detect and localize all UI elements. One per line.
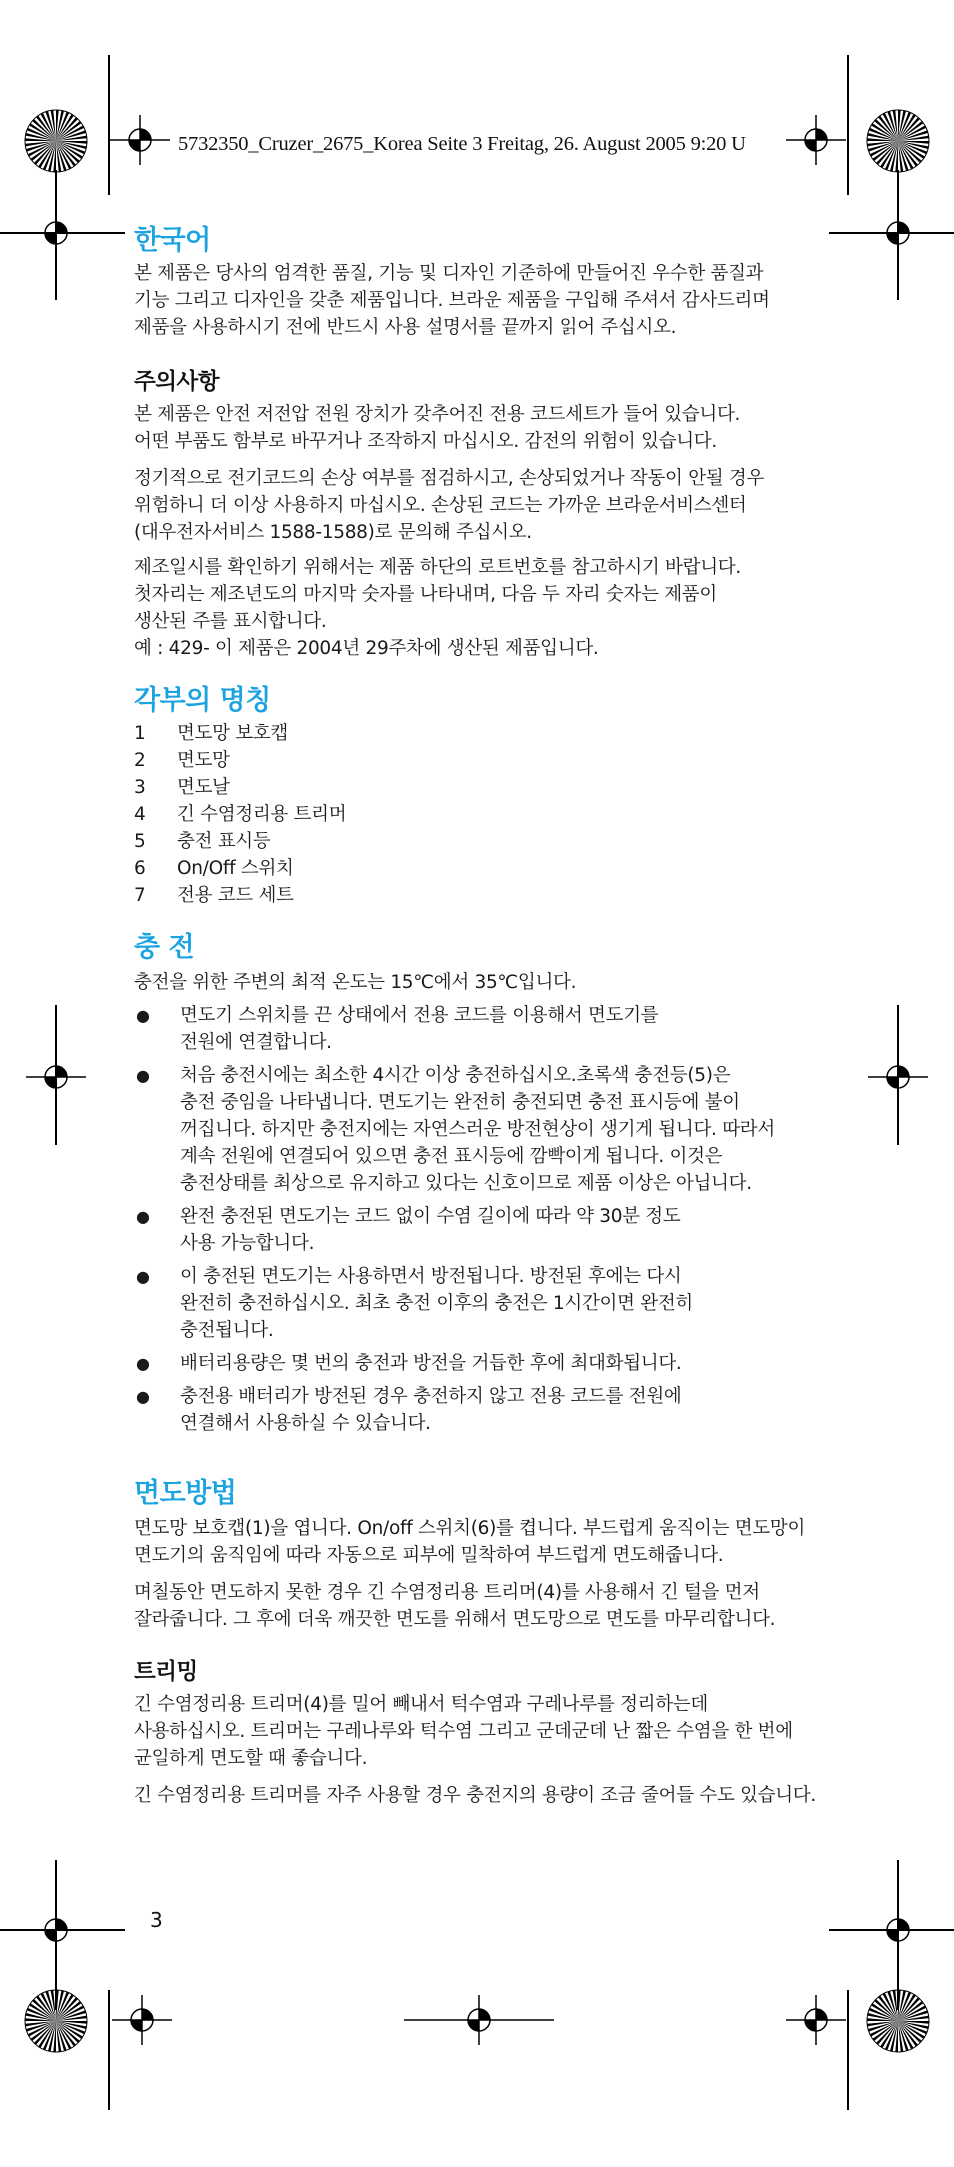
list-item (134, 1002, 834, 1056)
trim-line (108, 1990, 110, 2110)
trim-line (847, 1990, 849, 2110)
registration-crosshair-icon (26, 1052, 86, 1102)
item-label: 전용 코드 세트 (177, 885, 294, 906)
text-line: 연결해서 사용하실 수 있습니다. (180, 1413, 431, 1434)
text-line: 잘라줍니다. 그 후에 더욱 깨끗한 면도를 위해서 면도망으로 면도를 마무리합니다. (134, 1609, 776, 1630)
text-line: 전원에 연결합니다. (180, 1032, 332, 1053)
caution-paragraph-3 (134, 554, 834, 662)
text-line: 제품을 사용하시기 전에 반드시 사용 설명서를 끝까지 읽어 주십시오. (134, 317, 677, 338)
registration-crosshair-icon (26, 208, 86, 258)
registration-crosshair-icon (868, 1052, 928, 1102)
item-label: 면도망 (177, 750, 230, 771)
list-item (134, 774, 834, 801)
registration-crosshair-icon (404, 1995, 554, 2045)
text-line: 긴 수염정리용 트리머(4)를 밀어 빼내서 턱수염과 구레나루를 정리하는데 (134, 1694, 708, 1715)
item-number: 3 (134, 777, 146, 798)
charging-bullets (134, 1002, 834, 1437)
text-line: 충전용 배터리가 방전된 경우 충전하지 않고 전용 코드를 전원에 (180, 1386, 682, 1407)
section-title-trimming: 트리밍 (134, 1659, 198, 1685)
item-number: 5 (134, 831, 146, 852)
caution-paragraph-1 (134, 401, 834, 455)
list-item (134, 855, 834, 882)
bullet-icon: ● (136, 1354, 150, 1373)
text-line: 위험하니 더 이상 사용하지 마십시오. 손상된 코드는 가까운 브라운서비스센터 (134, 495, 747, 516)
registration-crosshair-icon (112, 1995, 172, 2045)
bullet-icon: ● (136, 1207, 150, 1226)
section-title-parts: 각부의 명칭 (134, 685, 271, 716)
item-label: 면도날 (177, 777, 230, 798)
text-line: 생산된 주를 표시합니다. (134, 611, 327, 632)
list-item (134, 1062, 834, 1197)
text-line: 완전 충전된 면도기는 코드 없이 수염 길이에 따라 약 30분 정도 (180, 1206, 681, 1227)
item-label: 면도망 보호캡 (177, 723, 289, 744)
manual-page-content (134, 224, 834, 1809)
bullet-icon: ● (136, 1267, 150, 1286)
list-item (134, 1263, 834, 1344)
registration-crosshair-icon (110, 115, 170, 165)
text-line: 면도기 스위치를 끈 상태에서 전용 코드를 이용해서 면도기를 (180, 1005, 659, 1026)
starburst-target-icon (865, 1988, 931, 2054)
text-line: 사용 가능합니다. (180, 1233, 315, 1254)
text-line: 배터리용량은 몇 번의 충전과 방전을 거듭한 후에 최대화됩니다. (180, 1353, 682, 1374)
list-item (134, 1203, 834, 1257)
trim-line (847, 55, 849, 195)
section-title-shaving: 면도방법 (134, 1478, 237, 1509)
page-number: 3 (150, 1908, 163, 1932)
item-label: On/Off 스위치 (177, 858, 294, 879)
text-line: 면도망 보호캡(1)을 엽니다. On/off 스위치(6)를 켭니다. 부드럽게 움직이는 면도망이 (134, 1518, 806, 1539)
starburst-target-icon (23, 1988, 89, 2054)
text-line: 사용하십시오. 트리머는 구레나루와 턱수염 그리고 군데군데 난 짧은 수염을 한 번에 (134, 1721, 793, 1742)
charging-intro: 충전을 위한 주변의 최적 온도는 15℃에서 35℃입니다. (134, 972, 577, 993)
bullet-icon: ● (136, 1387, 150, 1406)
text-line: 이 충전된 면도기는 사용하면서 방전됩니다. 방전된 후에는 다시 (180, 1266, 682, 1287)
print-slug-header: 5732350_Cruzer_2675_Korea Seite 3 Freitag, 26. August 2005 9:20 U (178, 133, 746, 155)
list-item (134, 1350, 834, 1377)
section-title-caution: 주의사항 (134, 369, 219, 395)
text-line: 처음 충전시에는 최소한 4시간 이상 충전하십시오.초록색 충전등(5)은 (180, 1065, 731, 1086)
text-line: 균일하게 면도할 때 좋습니다. (134, 1748, 368, 1769)
text-line: 첫자리는 제조년도의 마지막 숫자를 나타내며, 다음 두 자리 숫자는 제품이 (134, 584, 717, 605)
text-line: 충전 중임을 나타냅니다. 면도기는 완전히 충전되면 충전 표시등에 불이 (180, 1092, 740, 1113)
section-title-korean: 한국어 (134, 225, 211, 256)
text-line: 며칠동안 면도하지 못한 경우 긴 수염정리용 트리머(4)를 사용해서 긴 털을 먼저 (134, 1582, 760, 1603)
bullet-icon: ● (136, 1066, 150, 1085)
section-title-charging: 충 전 (134, 932, 195, 963)
list-item (134, 720, 834, 747)
list-item (134, 828, 834, 855)
starburst-target-icon (865, 108, 931, 174)
text-line: 제조일시를 확인하기 위해서는 제품 하단의 로트번호를 참고하시기 바랍니다. (134, 557, 741, 578)
caution-paragraph-2 (134, 465, 834, 546)
item-number: 2 (134, 750, 146, 771)
item-label: 충전 표시등 (177, 831, 271, 852)
item-number: 7 (134, 885, 146, 906)
text-line: 예 : 429- 이 제품은 2004년 29주차에 생산된 제품입니다. (134, 638, 599, 659)
text-line: 본 제품은 안전 저전압 전원 장치가 갖추어진 전용 코드세트가 들어 있습니다. (134, 404, 741, 425)
text-line: (대우전자서비스 1588-1588)로 문의해 주십시오. (134, 522, 532, 543)
text-line: 기능 그리고 디자인을 갖춘 제품입니다. 브라운 제품을 구입해 주셔서 감사드리며 (134, 290, 770, 311)
text-line: 긴 수염정리용 트리머를 자주 사용할 경우 충전지의 용량이 조금 줄어들 수도 있습니다. (134, 1785, 816, 1806)
text-line: 꺼집니다. 하지만 충전지에는 자연스러운 방전현상이 생기게 됩니다. 따라서 (180, 1119, 775, 1140)
shaving-paragraph-2 (134, 1579, 834, 1633)
intro-paragraph (134, 260, 834, 341)
registration-crosshair-icon (868, 1905, 928, 1955)
list-item (134, 882, 834, 909)
list-item (134, 801, 834, 828)
text-line: 어떤 부품도 함부로 바꾸거나 조작하지 마십시오. 감전의 위험이 있습니다. (134, 431, 717, 452)
text-line: 정기적으로 전기코드의 손상 여부를 점검하시고, 손상되었거나 작동이 안될 경우 (134, 468, 765, 489)
text-line: 충전됩니다. (180, 1320, 274, 1341)
text-line: 면도기의 움직임에 따라 자동으로 피부에 밀착하여 부드럽게 면도해줍니다. (134, 1545, 724, 1566)
item-number: 1 (134, 723, 146, 744)
text-line: 충전상태를 최상으로 유지하고 있다는 신호이므로 제품 이상은 아닙니다. (180, 1173, 752, 1194)
item-label: 긴 수염정리용 트리머 (177, 804, 347, 825)
shaving-paragraph-1 (134, 1515, 834, 1569)
registration-crosshair-icon (786, 1995, 846, 2045)
text-line: 계속 전원에 연결되어 있으면 충전 표시등에 깜빡이게 됩니다. 이것은 (180, 1146, 723, 1167)
registration-crosshair-icon (26, 1905, 86, 1955)
parts-list (134, 720, 834, 909)
text-line: 완전히 충전하십시오. 최초 충전 이후의 충전은 1시간이면 완전히 (180, 1293, 693, 1314)
text-line: 본 제품은 당사의 엄격한 품질, 기능 및 디자인 기준하에 만들어진 우수한 품질과 (134, 263, 764, 284)
bullet-icon: ● (136, 1006, 150, 1025)
list-item (134, 1383, 834, 1437)
item-number: 4 (134, 804, 146, 825)
trimming-paragraph-1 (134, 1691, 834, 1772)
starburst-target-icon (23, 108, 89, 174)
item-number: 6 (134, 858, 146, 879)
registration-crosshair-icon (868, 208, 928, 258)
trimming-paragraph-2 (134, 1782, 834, 1809)
list-item (134, 747, 834, 774)
